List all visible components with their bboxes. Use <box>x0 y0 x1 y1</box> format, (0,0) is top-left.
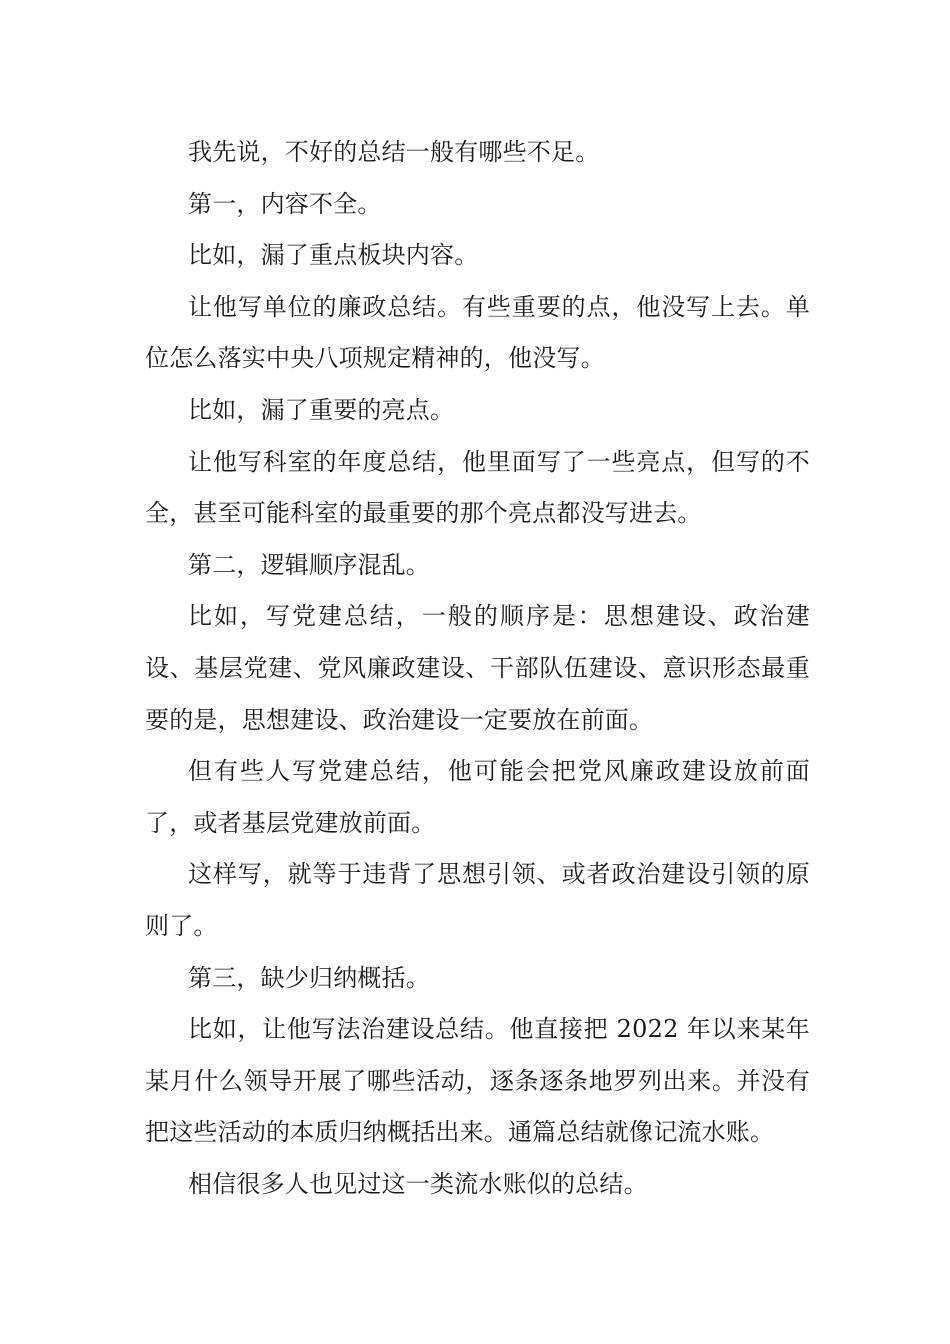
paragraph: 比如，让他写法治建设总结。他直接把 2022 年以来某年某月什么领导开展了哪些活动，逐条逐条地罗列出来。并没有把这些活动的本质归纳概括出来。通篇总结就像记流水账。 <box>145 1015 810 1147</box>
paragraph: 比如，漏了重要的亮点。 <box>188 395 455 424</box>
section-heading: 第一，内容不全。 <box>188 189 382 218</box>
paragraph: 比如，漏了重点板块内容。 <box>188 241 479 270</box>
paragraph: 这样写，就等于违背了思想引领、或者政治建设引领的原则了。 <box>145 860 810 940</box>
document-body <box>145 127 810 1210</box>
paragraph: 相信很多人也见过这一类流水账似的总结。 <box>188 1169 648 1198</box>
paragraph: 比如，写党建总结，一般的顺序是：思想建设、政治建设、基层党建、党风廉政建设、干部队伍建设、意识形态最重要的是，思想建设、政治建设一定要放在前面。 <box>145 602 810 734</box>
section-heading: 第二，逻辑顺序混乱。 <box>188 550 430 579</box>
paragraph: 让他写科室的年度总结，他里面写了一些亮点，但写的不全，甚至可能科室的最重要的那个亮点都没写进去。 <box>145 447 810 528</box>
section-heading: 第三，缺少归纳概括。 <box>188 963 430 992</box>
paragraph: 我先说，不好的总结一般有哪些不足。 <box>188 138 600 166</box>
paragraph: 但有些人写党建总结，他可能会把党风廉政建设放前面了，或者基层党建放前面。 <box>145 757 810 837</box>
paragraph: 让他写单位的廉政总结。有些重要的点，他没写上去。单位怎么落实中央八项规定精神的，他没写。 <box>145 292 810 373</box>
